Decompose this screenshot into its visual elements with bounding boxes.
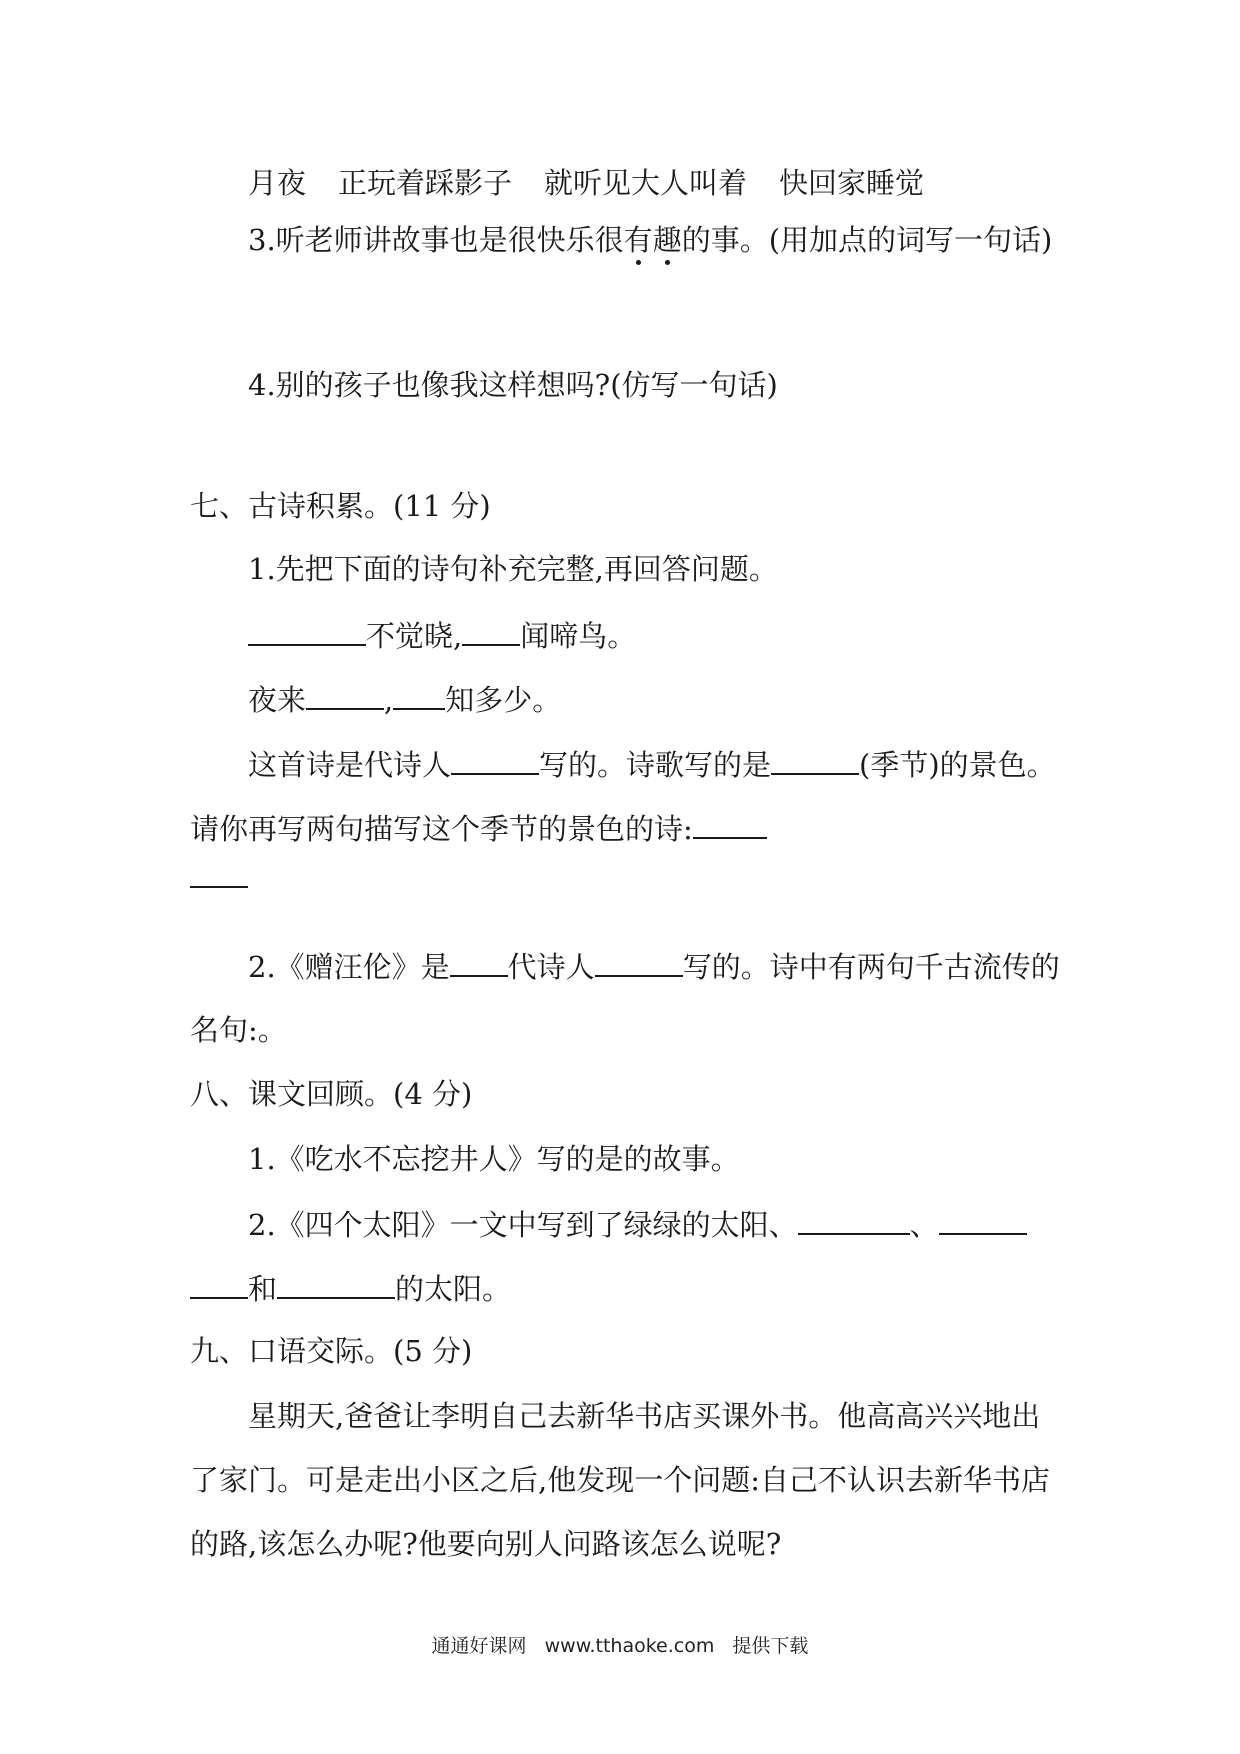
question-7-2: 2.《赠汪伦》是 代诗人 写的。诗中有两句千古流传的 [248,945,1060,987]
paragraph-line: 了家门。可是走出小区之后,他发现一个问题:自己不认识去新华书店 [190,1463,1050,1497]
answer-blank[interactable] [277,1267,395,1299]
paragraph-line: 的路,该怎么办呢?他要向别人问路该怎么说呢? [190,1527,782,1561]
section-9-heading: 九、口语交际。(5 分) [190,1334,473,1368]
answer-blank[interactable] [248,614,366,646]
question-8-2: 2.《四个太阳》一文中写到了绿绿的太阳、 、 [248,1203,1027,1245]
question-6-3: 3.听老师讲故事也是很快乐很有趣的事。(用加点的词写一句话) [248,223,1053,257]
footer-site-name: 通通好课网 [431,1635,527,1657]
answer-blank[interactable] [306,678,384,710]
section-8-heading: 八、课文回顾。(4 分) [190,1077,473,1111]
answer-blank[interactable] [939,1203,1027,1235]
section-7-heading: 七、古诗积累。(11 分) [190,489,491,523]
answer-blank[interactable] [462,614,520,646]
poem-line-1: 不觉晓, 闻啼鸟。 [248,614,636,656]
dotted-character: 有 [623,223,653,257]
poem-question-author: 这首诗是代诗人 写的。诗歌写的是 (季节)的景色。 [248,743,1056,785]
dotted-character: 趣 [652,223,682,257]
answer-blank[interactable] [450,945,508,977]
answer-blank[interactable] [190,1267,248,1299]
answer-blank[interactable] [393,678,445,710]
answer-blank[interactable] [771,743,859,775]
poem-word: 就听见大人叫着 [544,166,748,200]
question-8-1: 1.《吃水不忘挖井人》写的是的故事。 [248,1142,740,1176]
answer-blank[interactable] [595,945,683,977]
question-6-4: 4.别的孩子也像我这样想吗?(仿写一句话) [248,368,778,402]
footer-suffix: 提供下载 [732,1635,809,1657]
poem-word: 月夜 [248,166,307,200]
answer-blank[interactable] [798,1203,910,1235]
answer-blank[interactable] [190,886,248,888]
poem-question-season: 请你再写两句描写这个季节的景色的诗: [190,807,767,849]
question-7-2-line2: 名句:。 [190,1013,287,1047]
paragraph-line: 星期天,爸爸让李明自己去新华书店买课外书。他高高兴兴地出 [248,1399,1041,1433]
question-7-1: 1.先把下面的诗句补充完整,再回答问题。 [248,552,778,586]
answer-blank[interactable] [451,743,539,775]
poem-line-2: 夜来 , 知多少。 [248,678,561,720]
poem-word: 正玩着踩影子 [338,166,513,200]
footer-url[interactable]: www.tthaoke.com [544,1635,715,1657]
question-8-2-line2: 和 的太阳。 [190,1267,511,1309]
answer-blank[interactable] [693,807,767,839]
poem-word: 快回家睡觉 [779,166,925,200]
page-footer [0,1631,1240,1658]
poem-word-row [248,163,924,203]
